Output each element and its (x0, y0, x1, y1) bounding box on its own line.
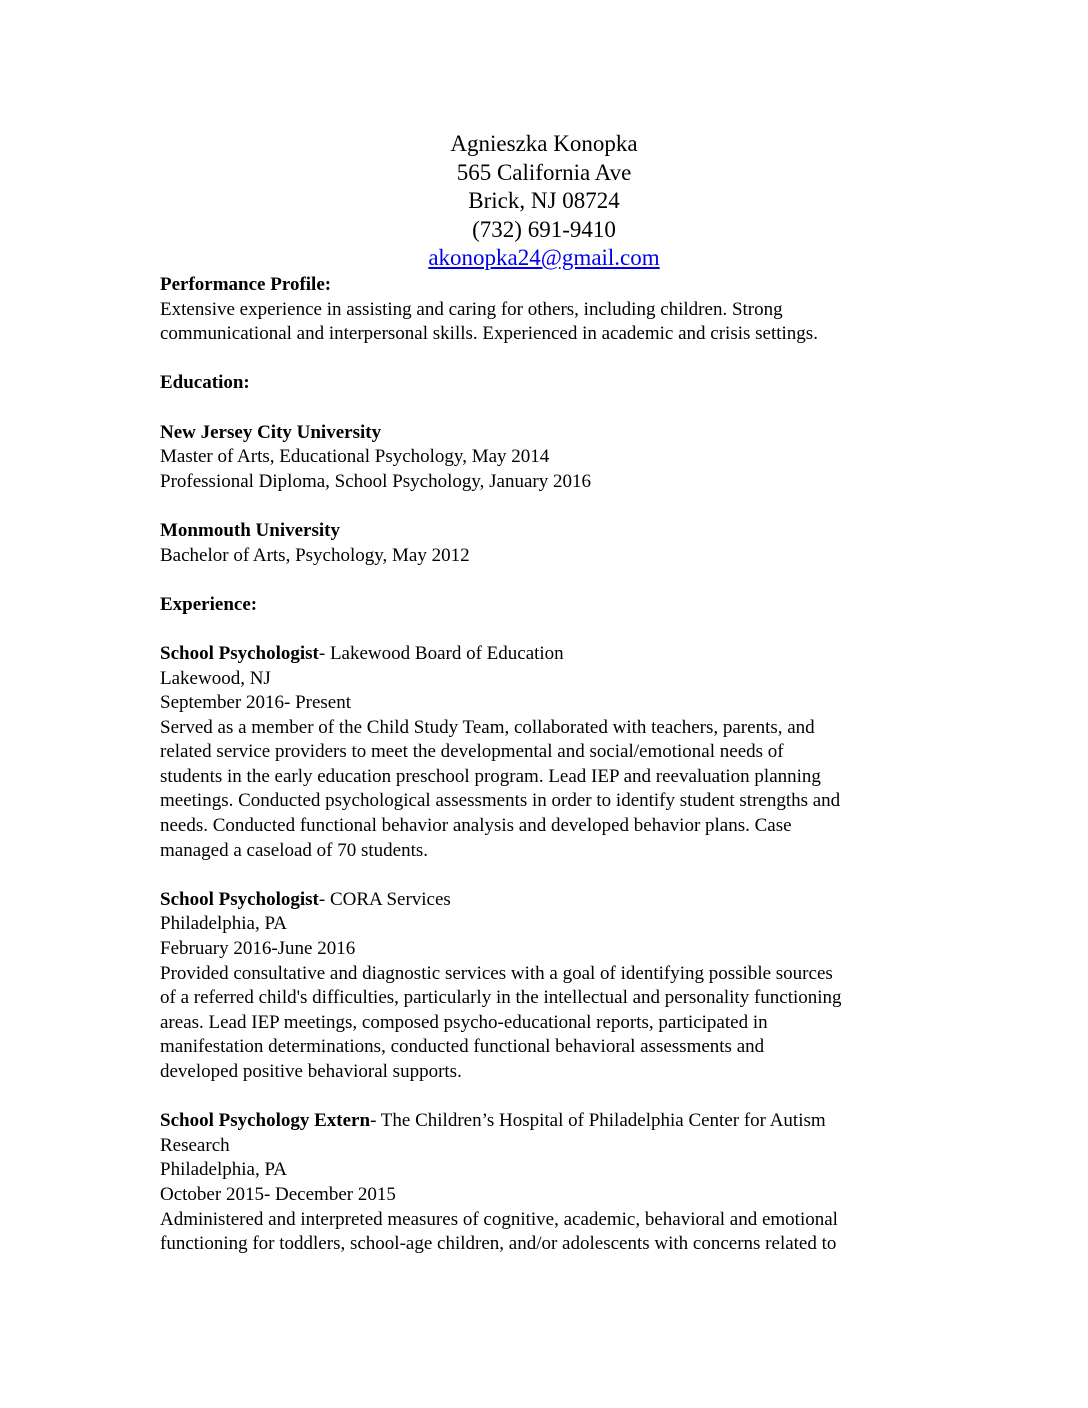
job-description-line: students in the early education preschool program. Lead IEP and reevaluation planning (160, 765, 821, 787)
job-title-line (160, 888, 940, 913)
job-dates: September 2016- Present (160, 692, 352, 714)
job-description-line: Administered and interpreted measures of cognitive, academic, behavioral and emotional (160, 1208, 838, 1230)
school-name: Monmouth University (160, 519, 340, 541)
job-title-line (160, 1109, 940, 1134)
school-name: New Jersey City University (160, 421, 382, 443)
resume-body (160, 273, 940, 1257)
job-dates: October 2015- December 2015 (160, 1183, 396, 1205)
job-description-line: developed positive behavioral supports. (160, 1061, 462, 1082)
education-heading: Education: (160, 372, 250, 394)
job-description-line: Provided consultative and diagnostic services with a goal of identifying possible sources (160, 962, 833, 984)
profile-line: Extensive experience in assisting and caring for others, including children. Strong (160, 298, 783, 320)
job-employer-continued: Research (160, 1134, 230, 1156)
job-employer: - CORA Services (318, 888, 451, 910)
profile-heading: Performance Profile: (160, 274, 332, 295)
contact-header (0, 130, 1088, 273)
email-link[interactable]: akonopka24@gmail.com (428, 245, 660, 270)
phone-number: (732) 691-9410 (472, 216, 616, 242)
job-description-line: of a referred child's difficulties, particularly in the intellectual and personality functioning (160, 987, 842, 1009)
applicant-name: Agnieszka Konopka (450, 131, 638, 156)
degree-line: Master of Arts, Educational Psychology, May 2014 (160, 446, 550, 468)
job-title-line (160, 642, 940, 667)
job-description-line: functioning for toddlers, school-age children, and/or adolescents with concerns related to (160, 1233, 837, 1255)
job-title: School Psychologist (160, 888, 319, 910)
street-address: 565 California Ave (456, 159, 632, 185)
job-description-line: related service providers to meet the developmental and social/emotional needs of (160, 741, 784, 763)
job-description-line: managed a caseload of 70 students. (160, 839, 429, 861)
degree-line: Professional Diploma, School Psychology, January 2016 (160, 470, 591, 492)
job-dates: February 2016-June 2016 (160, 938, 356, 960)
job-title: School Psychologist (160, 642, 319, 664)
job-location: Philadelphia, PA (160, 1159, 288, 1181)
job-location: Lakewood, NJ (160, 667, 271, 689)
job-employer: - The Children’s Hospital of Philadelphia Center for Autism (370, 1110, 826, 1132)
job-description-line: manifestation determinations, conducted functional behavioral assessments and (160, 1036, 765, 1058)
job-description-line: areas. Lead IEP meetings, composed psycho-educational reports, participated in (160, 1011, 768, 1033)
job-description-line: Served as a member of the Child Study Team, collaborated with teachers, parents, and (160, 716, 815, 738)
job-description-line: meetings. Conducted psychological assessments in order to identify student strengths and (160, 790, 841, 812)
job-location: Philadelphia, PA (160, 913, 288, 935)
job-title: School Psychology Extern (160, 1110, 371, 1132)
experience-heading: Experience: (160, 593, 258, 615)
city-state-zip: Brick, NJ 08724 (468, 188, 620, 213)
profile-line: communicational and interpersonal skills. Experienced in academic and crisis settings. (160, 323, 818, 345)
degree-line: Bachelor of Arts, Psychology, May 2012 (160, 544, 470, 566)
job-description-line: needs. Conducted functional behavior analysis and developed behavior plans. Case (160, 815, 792, 837)
job-employer: - Lakewood Board of Education (318, 642, 564, 664)
